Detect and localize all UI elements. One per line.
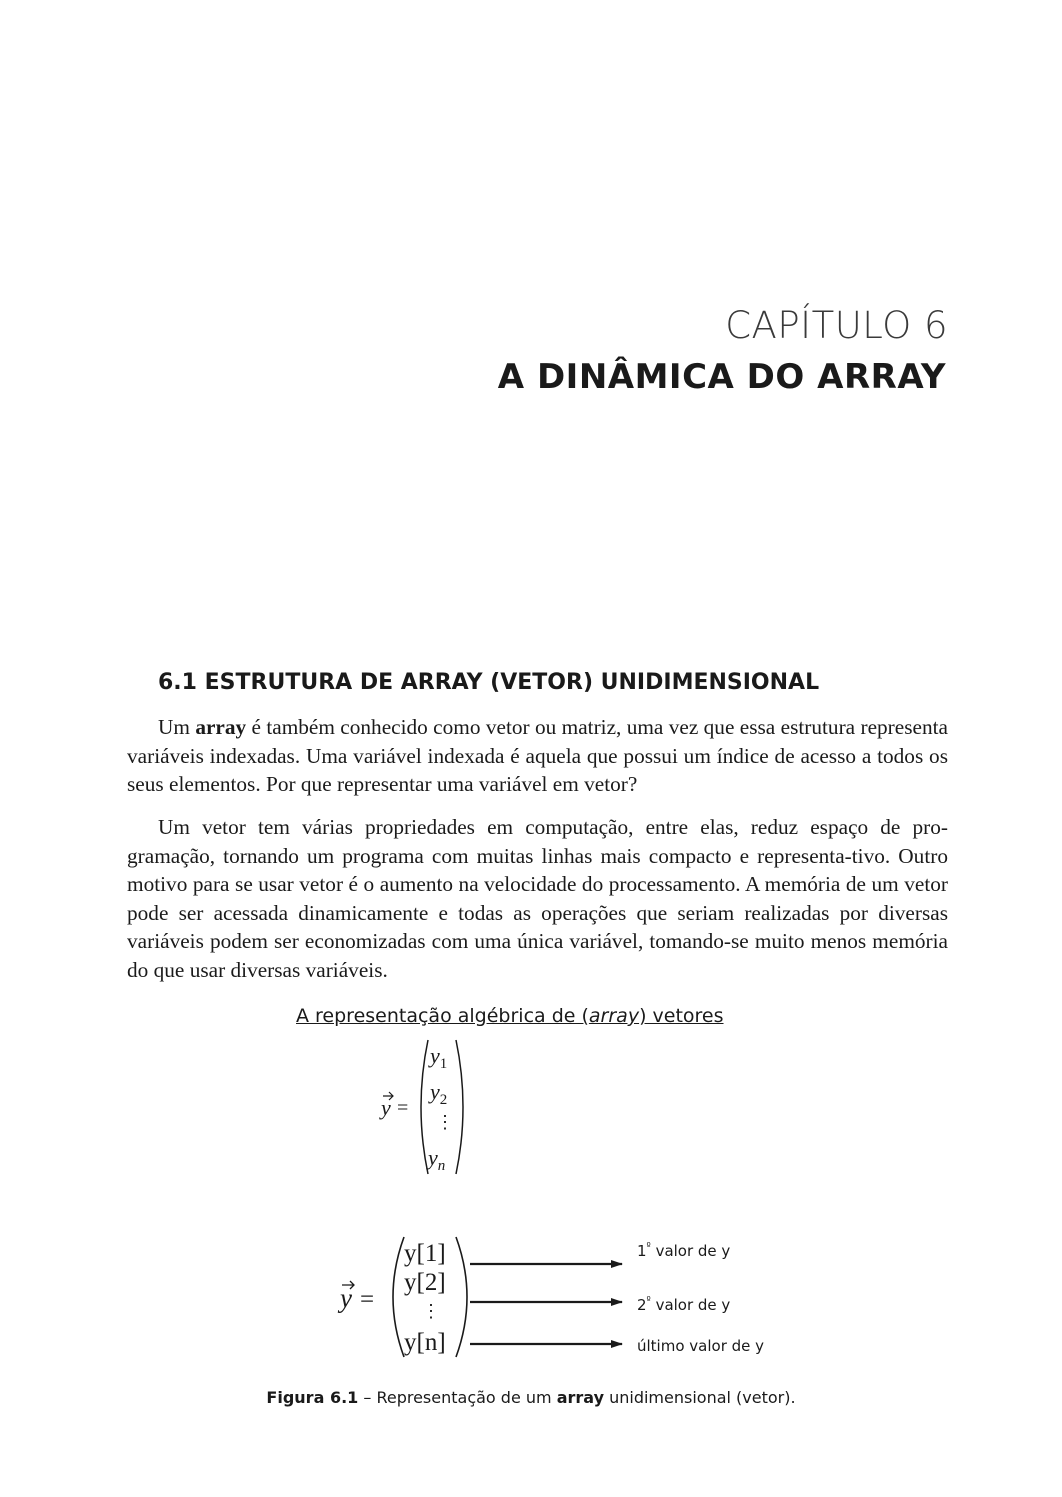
element-ellipsis: ⋮ xyxy=(436,1112,454,1132)
chapter-title: A DINÂMICA DO ARRAY xyxy=(497,357,946,397)
right-paren-algebraic xyxy=(456,1040,463,1174)
annotation-first xyxy=(637,1242,730,1260)
left-paren-indexed xyxy=(393,1237,404,1357)
element-y1-base: y xyxy=(430,1043,440,1068)
element-y2-sub: 2 xyxy=(439,1092,448,1108)
annotation-second-num: 2 xyxy=(637,1296,647,1314)
indexed-vector xyxy=(337,1237,467,1357)
left-paren-algebraic xyxy=(421,1040,428,1174)
element-yn-sub: n xyxy=(437,1158,446,1174)
annotation-second-sup: º xyxy=(646,1296,651,1306)
annotation-last: último valor de y xyxy=(637,1337,765,1355)
equals-sign-indexed: = xyxy=(360,1286,375,1313)
figure-caption-dash: – Representação de um xyxy=(358,1388,557,1407)
element-yn xyxy=(426,1145,445,1174)
annotation-second-rest: valor de y xyxy=(650,1296,731,1314)
annotation-first-sup: º xyxy=(646,1242,651,1252)
figure-caption-bold: array xyxy=(556,1388,605,1407)
array-term: array xyxy=(195,715,247,739)
figure-heading-start: A representação algébrica de ( xyxy=(296,1005,589,1027)
element-y2-base: y xyxy=(430,1079,440,1104)
algebraic-vector xyxy=(379,1040,463,1174)
element-y1-sub: 1 xyxy=(439,1056,448,1072)
annotation-second xyxy=(637,1296,730,1314)
figure-caption-rest: unidimensional (vetor). xyxy=(604,1388,796,1407)
element-yn-base: y xyxy=(428,1145,438,1170)
paragraph-1-rest: é também conhecido como vetor ou matriz, uma vez que essa estrutura representa variáveis indexadas. Uma variável indexada é aquela que possui um índice de acesso a todos os seus elementos. Por que representar uma variável em vetor? xyxy=(127,715,948,796)
arrow-annotations xyxy=(637,1242,764,1355)
vector-symbol-indexed: y xyxy=(340,1283,352,1313)
annotation-first-rest: valor de y xyxy=(650,1242,731,1260)
element-y1 xyxy=(428,1043,447,1072)
equals-sign-algebraic: = xyxy=(397,1097,409,1119)
paragraph-2-text: Um vetor tem várias propriedades em computação, entre elas, reduz espaço de pro-gramação, tornando um programa com muitas linhas mais compacto e representa-tivo. Outro motivo para se usar vetor é o aumento na velocidade do processamento. A memória de um vetor pode ser acessada dinamicamente e todas as operações que seriam realizadas por diversas variáveis podem ser economizadas com uma única variável, tomando-se muito menos memória do que usar diversas variáveis. xyxy=(127,815,948,982)
element-y2 xyxy=(428,1079,447,1108)
figure-heading-italic: array xyxy=(588,1005,640,1027)
vector-symbol-algebraic: y xyxy=(381,1095,391,1120)
chapter-label: CAPÍTULO 6 xyxy=(725,304,948,347)
section-heading: 6.1 ESTRUTURA DE ARRAY (VETOR) UNIDIMENSIONAL xyxy=(158,670,820,695)
indexed-element-2: y[2] xyxy=(404,1269,446,1296)
figure-heading-end: ) vetores xyxy=(639,1005,724,1027)
figure-caption xyxy=(0,1388,1062,1407)
indexed-element-1: y[1] xyxy=(404,1240,446,1267)
right-paren-indexed xyxy=(456,1237,467,1357)
annotation-first-num: 1 xyxy=(637,1242,647,1260)
indexed-ellipsis: ⋮ xyxy=(422,1301,440,1321)
indexed-element-n: y[n] xyxy=(404,1329,446,1356)
paragraph-1-start: Um xyxy=(158,715,196,739)
figure-caption-label: Figura 6.1 xyxy=(266,1388,359,1407)
